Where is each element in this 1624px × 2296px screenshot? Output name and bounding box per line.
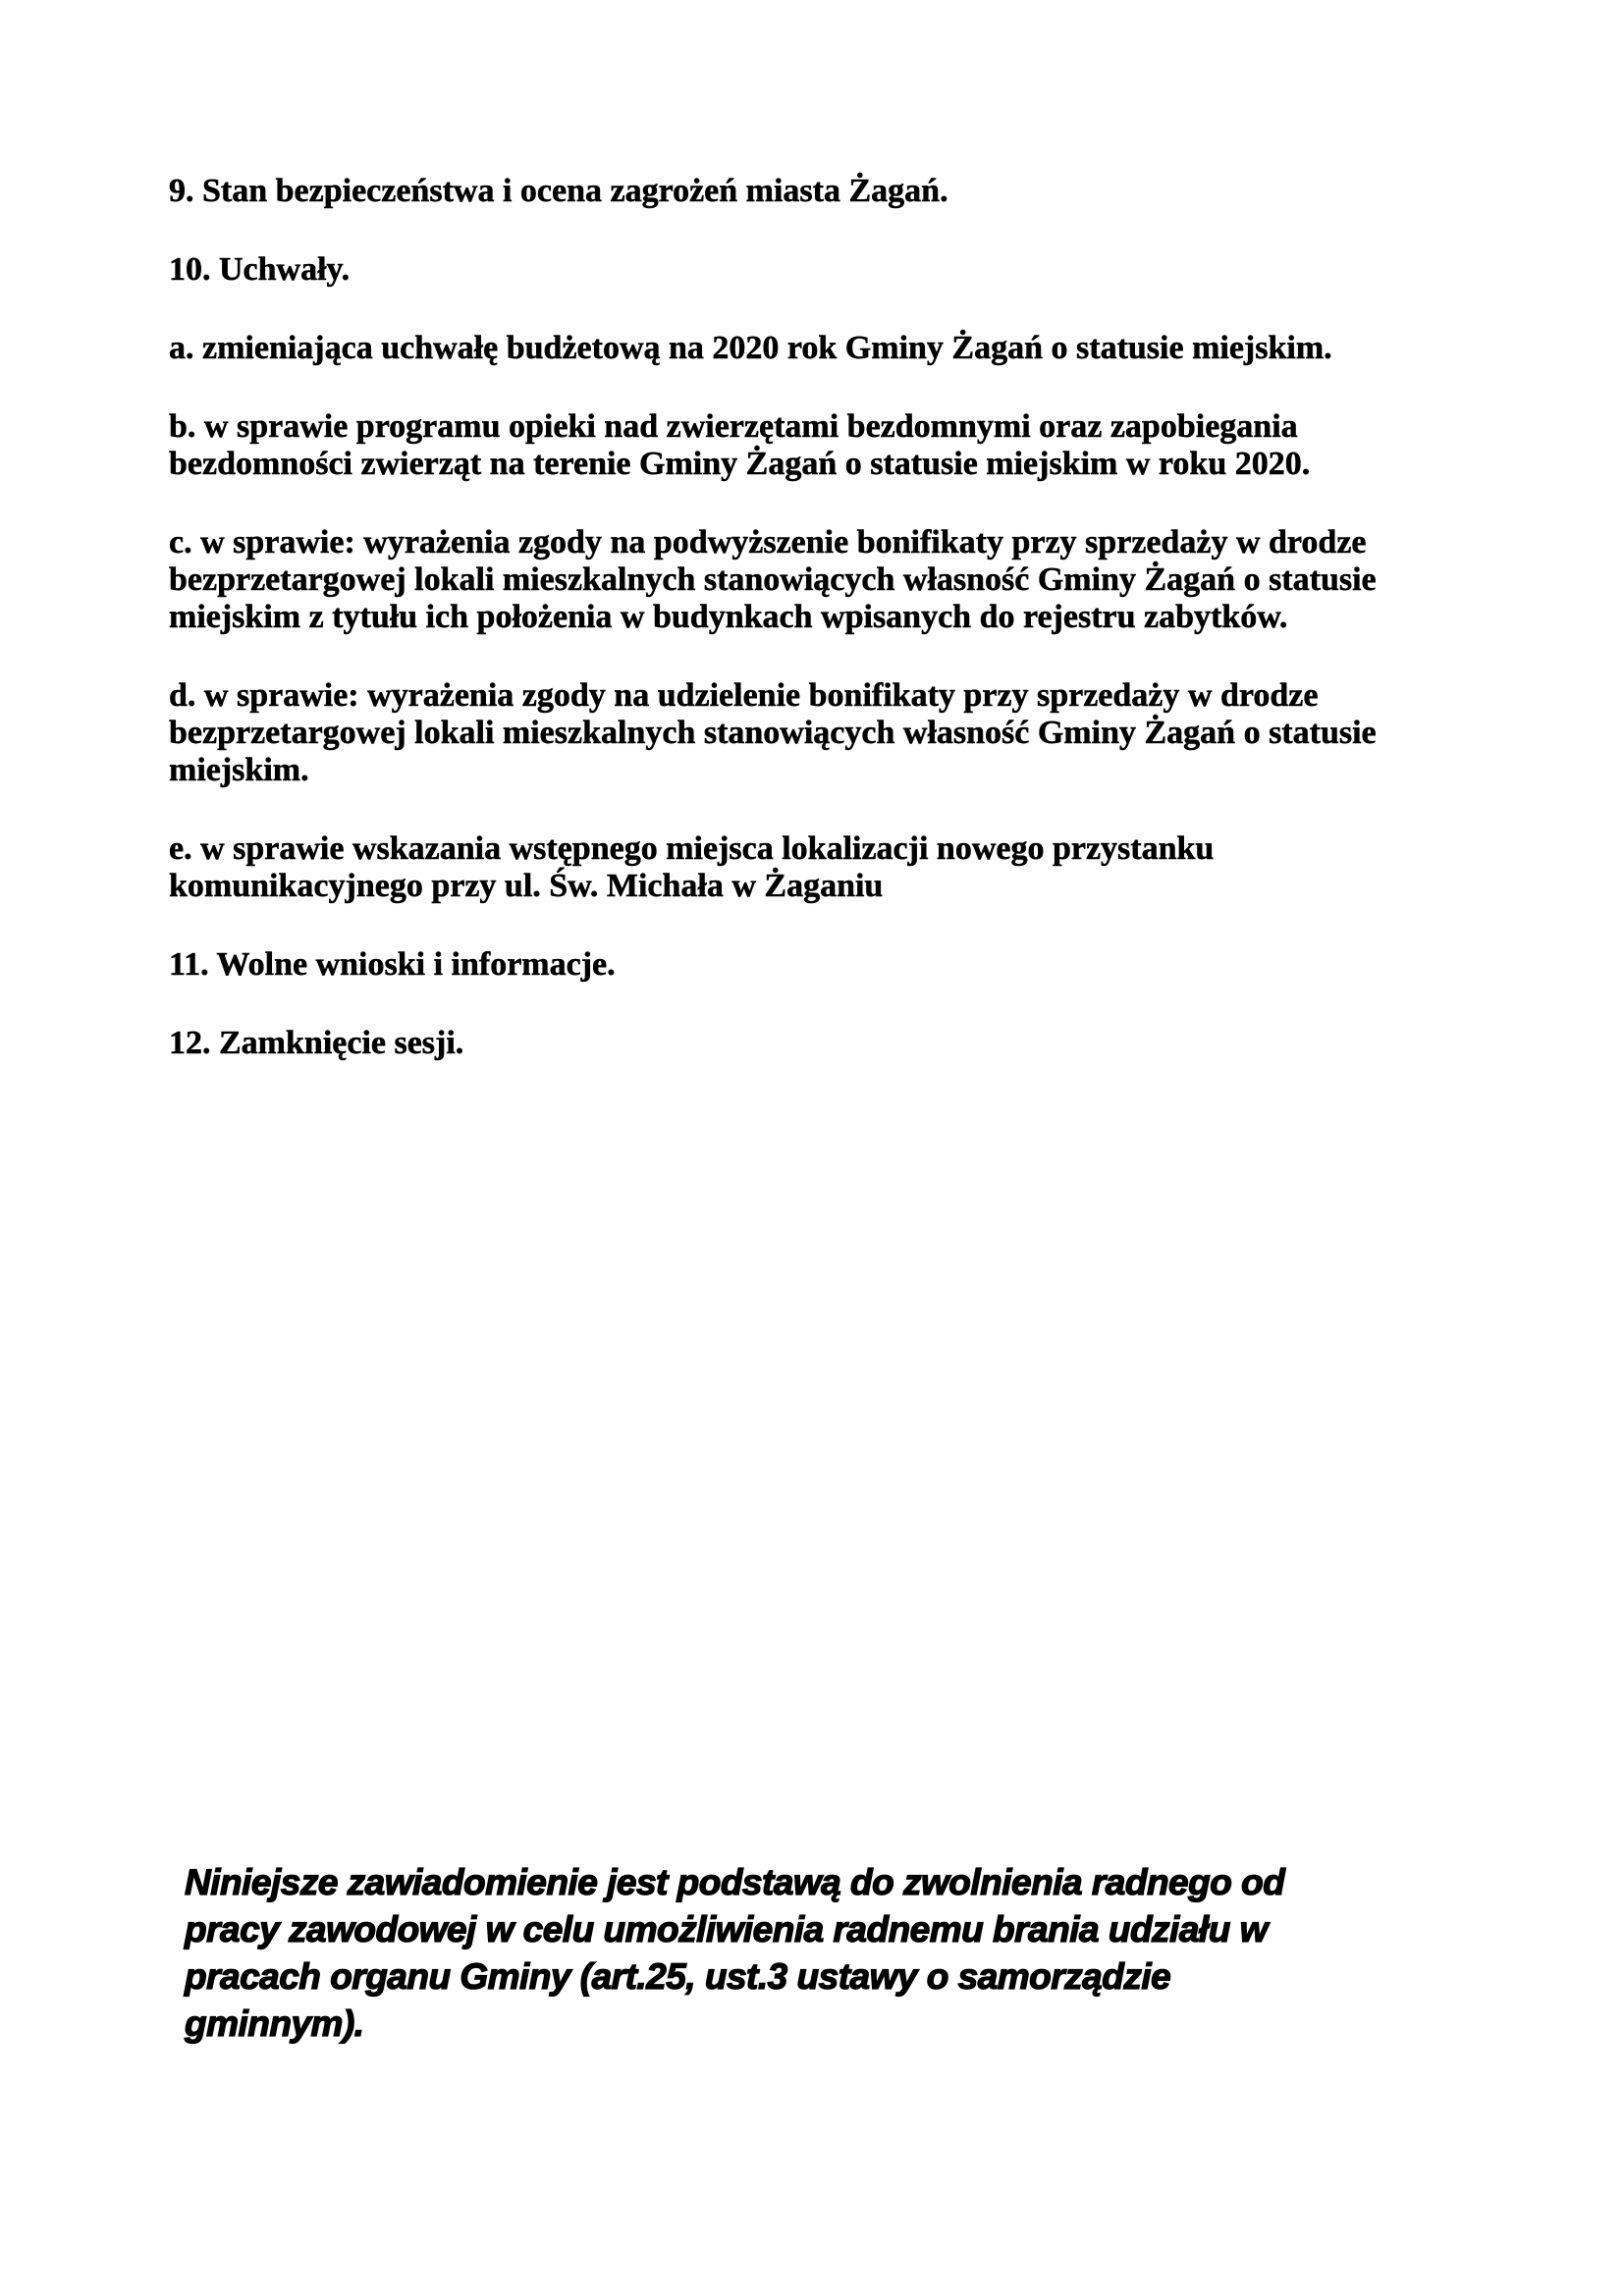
agenda-item-e: e. w sprawie wskazania wstępnego miejsca lokalizacji nowego przystanku komunikacyjnego przy ul. Św. Michała w Żaganiu <box>169 830 1215 904</box>
agenda-list <box>169 173 1485 1103</box>
agenda-item-9: 9. Stan bezpieczeństwa i ocena zagrożeń miasta Żagań. <box>169 173 948 209</box>
agenda-item-11: 11. Wolne wnioski i informacje. <box>169 946 616 983</box>
agenda-item-c: c. w sprawie: wyrażenia zgody na podwyższenie bonifikaty przy sprzedaży w drodze bezprzetargowej lokali mieszkalnych stanowiących własność Gminy Żagań o statusie miejskim z tytułu ich położenia w budynkach wpisanych do rejestru zabytków. <box>169 524 1377 635</box>
agenda-item-d: d. w sprawie: wyrażenia zgody na udzielenie bonifikaty przy sprzedaży w drodze bezprzetargowej lokali mieszkalnych stanowiących własność Gminy Żagań o statusie miejskim. <box>169 677 1377 788</box>
agenda-item-10: 10. Uchwały. <box>169 251 351 288</box>
legal-note: Niniejsze zawiadomienie jest podstawą do zwolnienia radnego od pracy zawodowej w celu umożliwienia radnemu brania udziału w pracach organu Gminy (art.25, ust.3 ustawy o samorządzie gminnym). <box>185 1862 1285 2044</box>
agenda-item-a: a. zmieniająca uchwałę budżetową na 2020 rok Gminy Żagań o statusie miejskim. <box>169 330 1332 366</box>
agenda-item-12: 12. Zamknięcie sesji. <box>169 1025 464 1061</box>
agenda-item-b: b. w sprawie programu opieki nad zwierzętami bezdomnymi oraz zapobiegania bezdomności zwierząt na terenie Gminy Żagań o statusie miejskim w roku 2020. <box>169 408 1311 482</box>
